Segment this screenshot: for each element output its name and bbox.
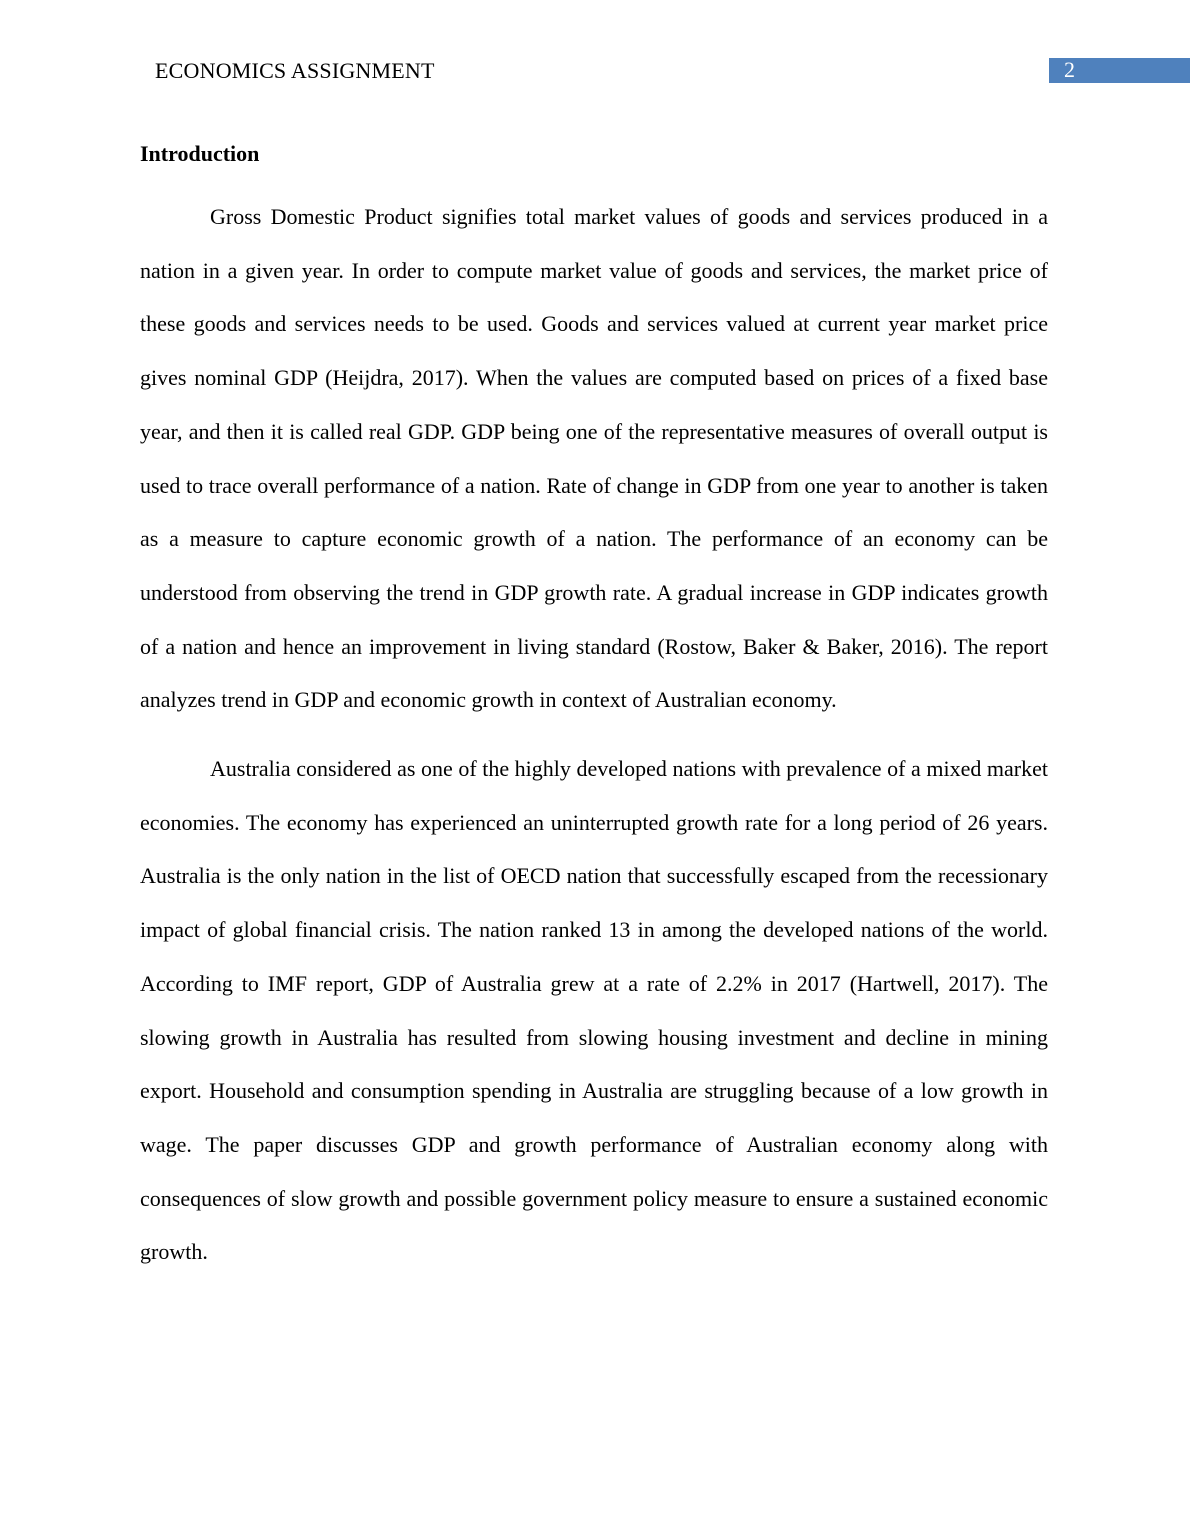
running-header-title: ECONOMICS ASSIGNMENT — [155, 58, 435, 83]
section-heading-introduction: Introduction — [140, 141, 260, 166]
paragraph-gdp-definition: Gross Domestic Product signifies total market values of goods and services produced in a nation in a given year. In order to compute market value of goods and services, the market price of these goods and services needs to be used. Goods and services valued at current year market price gives nominal GDP (Heijdra, 2017). When the values are computed based on prices of a fixed base year, and then it is called real GDP. GDP being one of the representative measures of overall output is used to trace overall performance of a nation. Rate of change in GDP from one year to another is taken as a measure to capture economic growth of a nation. The performance of an economy can be understood from observing the trend in GDP growth rate. A gradual increase in GDP indicates growth of a nation and hence an improvement in living standard (Rostow, Baker & Baker, 2016). The report analyzes trend in GDP and economic growth in context of Australian economy. — [140, 204, 1048, 713]
document-body — [140, 136, 1048, 1294]
paragraph-australia-economy: Australia considered as one of the highly developed nations with prevalence of a mixed market economies. The economy has experienced an uninterrupted growth rate for a long period of 26 years. Australia is the only nation in the list of OECD nation that successfully escaped from the recessionary impact of global financial crisis. The nation ranked 13 in among the developed nations of the world. According to IMF report, GDP of Australia grew at a rate of 2.2% in 2017 (Hartwell, 2017). The slowing growth in Australia has resulted from slowing housing investment and decline in mining export. Household and consumption spending in Australia are struggling because of a low growth in wage. The paper discusses GDP and growth performance of Australian economy along with consequences of slow growth and possible government policy measure to ensure a sustained economic growth. — [140, 756, 1048, 1265]
page-number: 2 — [1064, 57, 1075, 82]
